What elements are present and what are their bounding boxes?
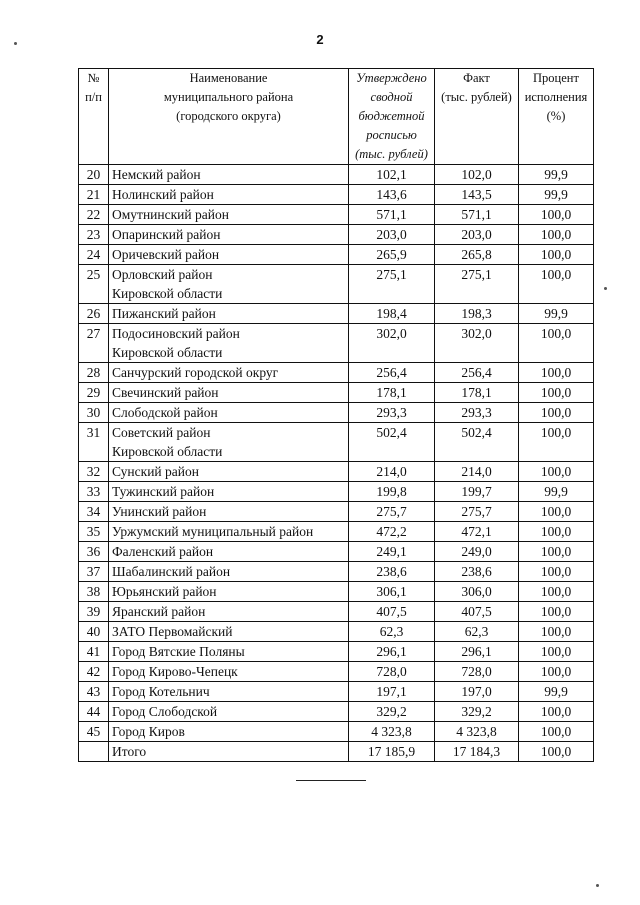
row-name: Пижанский район bbox=[109, 304, 349, 324]
table-row bbox=[79, 225, 594, 245]
row-fact: 198,3 bbox=[435, 304, 519, 324]
row-percent: 100,0 bbox=[519, 205, 594, 225]
row-percent: 100,0 bbox=[519, 602, 594, 622]
row-fact: 238,6 bbox=[435, 562, 519, 582]
row-fact: 249,0 bbox=[435, 542, 519, 562]
row-approved: 728,0 bbox=[349, 662, 435, 682]
row-percent: 100,0 bbox=[519, 582, 594, 602]
table-row bbox=[79, 304, 594, 324]
header-name: Наименование муниципального района (городского округа) bbox=[109, 69, 349, 165]
page-number: 2 bbox=[316, 32, 324, 47]
row-approved: 199,8 bbox=[349, 482, 435, 502]
row-approved: 214,0 bbox=[349, 462, 435, 482]
row-number: 21 bbox=[79, 185, 109, 205]
row-name: Слободской район bbox=[109, 403, 349, 423]
row-fact: 256,4 bbox=[435, 363, 519, 383]
row-percent: 100,0 bbox=[519, 502, 594, 522]
row-approved: 275,7 bbox=[349, 502, 435, 522]
row-name: Юрьянский район bbox=[109, 582, 349, 602]
row-approved: 249,1 bbox=[349, 542, 435, 562]
row-approved: 265,9 bbox=[349, 245, 435, 265]
row-number: 27 bbox=[79, 324, 109, 363]
row-percent: 100,0 bbox=[519, 383, 594, 403]
row-fact: 502,4 bbox=[435, 423, 519, 462]
row-approved: 198,4 bbox=[349, 304, 435, 324]
end-of-document-line bbox=[296, 780, 366, 781]
row-number: 23 bbox=[79, 225, 109, 245]
row-number: 40 bbox=[79, 622, 109, 642]
row-name: Санчурский городской округ bbox=[109, 363, 349, 383]
row-number: 30 bbox=[79, 403, 109, 423]
header-number: № п/п bbox=[79, 69, 109, 165]
row-approved: 102,1 bbox=[349, 165, 435, 185]
row-number: 35 bbox=[79, 522, 109, 542]
table-row bbox=[79, 265, 594, 304]
row-percent: 100,0 bbox=[519, 265, 594, 304]
row-number: 32 bbox=[79, 462, 109, 482]
row-name: Фаленский район bbox=[109, 542, 349, 562]
row-number: 38 bbox=[79, 582, 109, 602]
row-percent: 100,0 bbox=[519, 662, 594, 682]
row-name: Уржумский муниципальный район bbox=[109, 522, 349, 542]
table-row bbox=[79, 662, 594, 682]
row-percent: 99,9 bbox=[519, 304, 594, 324]
row-name: Опаринский район bbox=[109, 225, 349, 245]
row-percent: 100,0 bbox=[519, 642, 594, 662]
table-row bbox=[79, 245, 594, 265]
row-percent: 100,0 bbox=[519, 622, 594, 642]
row-approved: 296,1 bbox=[349, 642, 435, 662]
row-number: 34 bbox=[79, 502, 109, 522]
row-name: Оричевский район bbox=[109, 245, 349, 265]
total-approved: 17 185,9 bbox=[349, 742, 435, 762]
row-fact: 214,0 bbox=[435, 462, 519, 482]
row-fact: 407,5 bbox=[435, 602, 519, 622]
row-name: ЗАТО Первомайский bbox=[109, 622, 349, 642]
table-row bbox=[79, 702, 594, 722]
total-label: Итого bbox=[109, 742, 349, 762]
row-fact: 102,0 bbox=[435, 165, 519, 185]
row-fact: 728,0 bbox=[435, 662, 519, 682]
row-percent: 100,0 bbox=[519, 562, 594, 582]
table-row bbox=[79, 205, 594, 225]
row-number: 44 bbox=[79, 702, 109, 722]
row-number: 37 bbox=[79, 562, 109, 582]
row-fact: 265,8 bbox=[435, 245, 519, 265]
row-fact: 275,7 bbox=[435, 502, 519, 522]
total-number-empty bbox=[79, 742, 109, 762]
row-approved: 407,5 bbox=[349, 602, 435, 622]
row-approved: 62,3 bbox=[349, 622, 435, 642]
table-row bbox=[79, 682, 594, 702]
table-row bbox=[79, 363, 594, 383]
budget-execution-table bbox=[78, 68, 594, 762]
row-fact: 472,1 bbox=[435, 522, 519, 542]
row-name: Яранский район bbox=[109, 602, 349, 622]
header-fact: Факт (тыс. рублей) bbox=[435, 69, 519, 165]
table-row bbox=[79, 562, 594, 582]
total-fact: 17 184,3 bbox=[435, 742, 519, 762]
row-percent: 100,0 bbox=[519, 363, 594, 383]
row-name: Город Вятские Поляны bbox=[109, 642, 349, 662]
row-approved: 502,4 bbox=[349, 423, 435, 462]
row-approved: 256,4 bbox=[349, 363, 435, 383]
table-row bbox=[79, 324, 594, 363]
row-fact: 275,1 bbox=[435, 265, 519, 304]
row-name: Орловский район Кировской области bbox=[109, 265, 349, 304]
row-percent: 100,0 bbox=[519, 702, 594, 722]
row-approved: 302,0 bbox=[349, 324, 435, 363]
row-approved: 203,0 bbox=[349, 225, 435, 245]
header-approved: Утверждено сводной бюджетной росписью (тыс. рублей) bbox=[349, 69, 435, 165]
row-fact: 296,1 bbox=[435, 642, 519, 662]
table-header-row bbox=[79, 69, 594, 165]
row-number: 39 bbox=[79, 602, 109, 622]
row-number: 43 bbox=[79, 682, 109, 702]
table-row bbox=[79, 502, 594, 522]
table-row bbox=[79, 185, 594, 205]
table-row bbox=[79, 462, 594, 482]
total-percent: 100,0 bbox=[519, 742, 594, 762]
row-name: Омутнинский район bbox=[109, 205, 349, 225]
row-number: 29 bbox=[79, 383, 109, 403]
table-row bbox=[79, 403, 594, 423]
row-percent: 99,9 bbox=[519, 165, 594, 185]
header-percent: Процент исполнения (%) bbox=[519, 69, 594, 165]
row-number: 22 bbox=[79, 205, 109, 225]
table-body bbox=[79, 165, 594, 762]
row-name: Город Киров bbox=[109, 722, 349, 742]
row-fact: 197,0 bbox=[435, 682, 519, 702]
row-percent: 99,9 bbox=[519, 482, 594, 502]
row-fact: 329,2 bbox=[435, 702, 519, 722]
row-number: 42 bbox=[79, 662, 109, 682]
table-row bbox=[79, 642, 594, 662]
row-number: 33 bbox=[79, 482, 109, 502]
row-number: 28 bbox=[79, 363, 109, 383]
row-approved: 472,2 bbox=[349, 522, 435, 542]
row-name: Сунский район bbox=[109, 462, 349, 482]
row-approved: 293,3 bbox=[349, 403, 435, 423]
table-row bbox=[79, 482, 594, 502]
row-percent: 100,0 bbox=[519, 324, 594, 363]
row-fact: 4 323,8 bbox=[435, 722, 519, 742]
table-row bbox=[79, 582, 594, 602]
row-fact: 302,0 bbox=[435, 324, 519, 363]
row-number: 25 bbox=[79, 265, 109, 304]
scan-dot bbox=[14, 42, 17, 45]
row-percent: 100,0 bbox=[519, 403, 594, 423]
row-fact: 143,5 bbox=[435, 185, 519, 205]
row-fact: 62,3 bbox=[435, 622, 519, 642]
row-percent: 100,0 bbox=[519, 225, 594, 245]
row-name: Город Кирово-Чепецк bbox=[109, 662, 349, 682]
row-approved: 275,1 bbox=[349, 265, 435, 304]
table-row bbox=[79, 522, 594, 542]
row-name: Свечинский район bbox=[109, 383, 349, 403]
row-number: 26 bbox=[79, 304, 109, 324]
total-row bbox=[79, 742, 594, 762]
row-percent: 100,0 bbox=[519, 522, 594, 542]
table-row bbox=[79, 423, 594, 462]
row-approved: 4 323,8 bbox=[349, 722, 435, 742]
table-row bbox=[79, 622, 594, 642]
row-approved: 178,1 bbox=[349, 383, 435, 403]
row-approved: 197,1 bbox=[349, 682, 435, 702]
table-row bbox=[79, 165, 594, 185]
row-percent: 100,0 bbox=[519, 542, 594, 562]
table-row bbox=[79, 542, 594, 562]
row-percent: 99,9 bbox=[519, 682, 594, 702]
row-name: Город Слободской bbox=[109, 702, 349, 722]
row-fact: 203,0 bbox=[435, 225, 519, 245]
row-approved: 238,6 bbox=[349, 562, 435, 582]
row-percent: 99,9 bbox=[519, 185, 594, 205]
row-name: Советский район Кировской области bbox=[109, 423, 349, 462]
row-number: 36 bbox=[79, 542, 109, 562]
row-fact: 199,7 bbox=[435, 482, 519, 502]
table-row bbox=[79, 722, 594, 742]
row-fact: 178,1 bbox=[435, 383, 519, 403]
row-approved: 329,2 bbox=[349, 702, 435, 722]
row-number: 45 bbox=[79, 722, 109, 742]
row-fact: 571,1 bbox=[435, 205, 519, 225]
scan-dot bbox=[596, 884, 599, 887]
row-percent: 100,0 bbox=[519, 722, 594, 742]
row-number: 31 bbox=[79, 423, 109, 462]
row-name: Подосиновский район Кировской области bbox=[109, 324, 349, 363]
row-name: Город Котельнич bbox=[109, 682, 349, 702]
table-row bbox=[79, 602, 594, 622]
row-approved: 571,1 bbox=[349, 205, 435, 225]
scan-dot bbox=[604, 287, 607, 290]
row-name: Унинский район bbox=[109, 502, 349, 522]
row-name: Нолинский район bbox=[109, 185, 349, 205]
row-number: 24 bbox=[79, 245, 109, 265]
row-percent: 100,0 bbox=[519, 423, 594, 462]
row-fact: 306,0 bbox=[435, 582, 519, 602]
row-name: Немский район bbox=[109, 165, 349, 185]
row-number: 41 bbox=[79, 642, 109, 662]
row-number: 20 bbox=[79, 165, 109, 185]
row-approved: 143,6 bbox=[349, 185, 435, 205]
row-approved: 306,1 bbox=[349, 582, 435, 602]
row-name: Тужинский район bbox=[109, 482, 349, 502]
table-row bbox=[79, 383, 594, 403]
row-name: Шабалинский район bbox=[109, 562, 349, 582]
row-fact: 293,3 bbox=[435, 403, 519, 423]
row-percent: 100,0 bbox=[519, 245, 594, 265]
row-percent: 100,0 bbox=[519, 462, 594, 482]
